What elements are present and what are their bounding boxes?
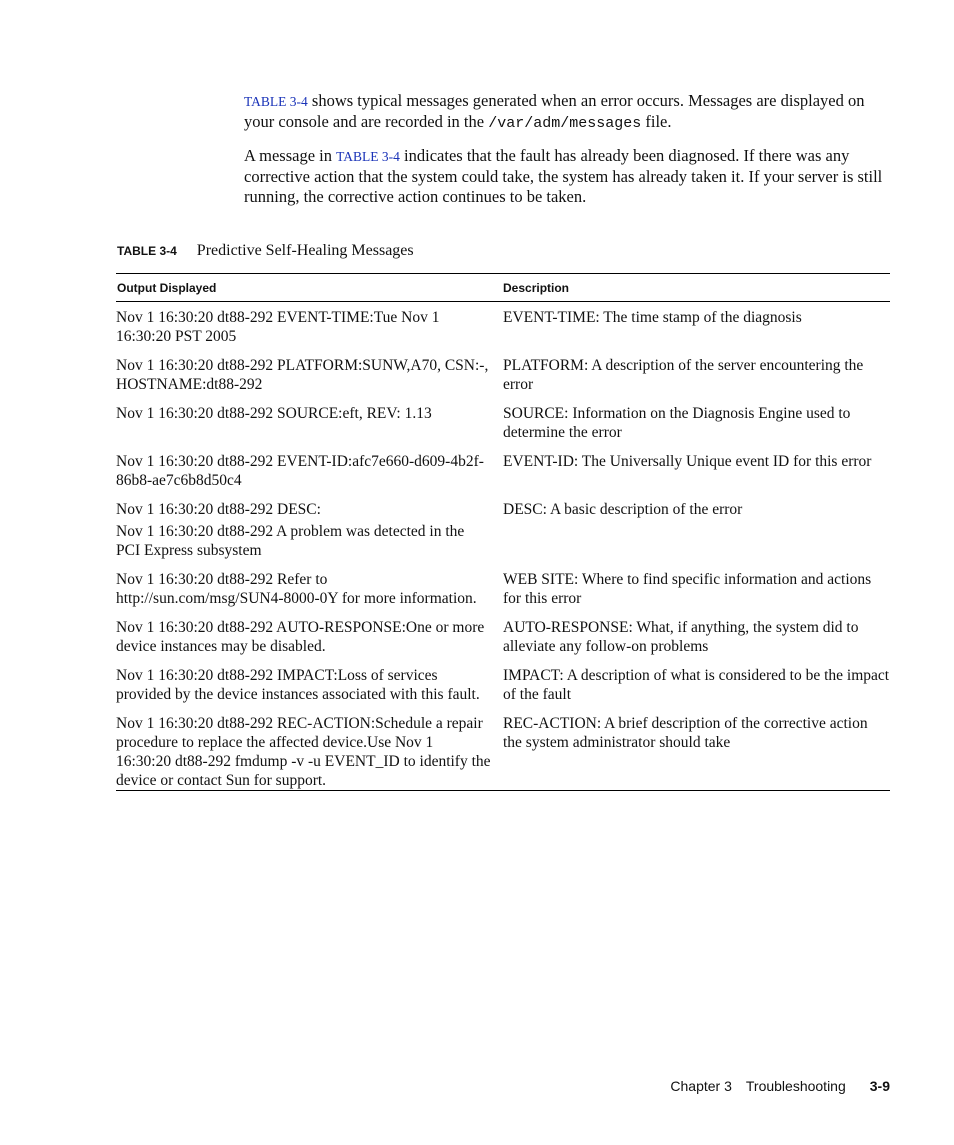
output-cell — [116, 714, 503, 790]
footer-section: Troubleshooting — [745, 1078, 846, 1094]
table-header-row — [116, 274, 890, 302]
intro-paragraph-2 — [244, 146, 896, 207]
intro-p2-text-a: A message in — [244, 146, 337, 165]
output-line: Nov 1 16:30:20 dt88-292 Refer to http://sun.com/msg/SUN4-8000-0Y for more information. — [116, 571, 477, 607]
description-cell: IMPACT: A description of what is considered to be the impact of the fault — [503, 667, 890, 703]
table-row — [116, 356, 890, 394]
messages-file-path: /var/adm/messages — [488, 115, 642, 132]
table-row — [116, 404, 890, 442]
page-footer — [656, 1078, 890, 1094]
table-row — [116, 452, 890, 490]
description-cell: DESC: A basic description of the error — [503, 501, 743, 518]
intro-paragraph-1 — [244, 91, 896, 134]
table-row — [116, 500, 890, 560]
table-row — [116, 666, 890, 704]
description-cell: SOURCE: Information on the Diagnosis Engine used to determine the error — [503, 405, 851, 441]
output-line: Nov 1 16:30:20 dt88-292 PLATFORM:SUNW,A70, CSN:-, HOSTNAME:dt88-292 — [116, 357, 489, 393]
description-cell: REC-ACTION: A brief description of the corrective action the system administrator should take — [503, 715, 868, 751]
output-line: Nov 1 16:30:20 dt88-292 DESC: — [116, 501, 321, 518]
output-cell — [116, 452, 503, 490]
output-cell — [116, 666, 503, 704]
output-line: Nov 1 16:30:20 dt88-292 EVENT-TIME:Tue Nov 1 16:30:20 PST 2005 — [116, 309, 440, 345]
output-line: Nov 1 16:30:20 dt88-292 EVENT-ID:afc7e660-d609-4b2f-86b8-ae7c6b8d50c4 — [116, 453, 484, 489]
output-cell — [116, 500, 503, 560]
output-line: Nov 1 16:30:20 dt88-292 AUTO-RESPONSE:One or more device instances may be disabled. — [116, 619, 485, 655]
table-caption-title: Predictive Self-Healing Messages — [196, 242, 414, 259]
output-cell — [116, 404, 503, 442]
header-output-displayed: Output Displayed — [117, 280, 217, 295]
footer-chapter: Chapter 3 — [670, 1078, 732, 1094]
description-cell: AUTO-RESPONSE: What, if anything, the system did to alleviate any follow-on problems — [503, 619, 859, 655]
table-body — [116, 302, 890, 790]
table-row — [116, 570, 890, 608]
output-cell — [116, 308, 503, 346]
table-row — [116, 714, 890, 790]
output-cell — [116, 618, 503, 656]
table-xref-link[interactable]: TABLE 3-4 — [336, 149, 400, 164]
table-caption — [117, 242, 414, 260]
table-row — [116, 618, 890, 656]
intro-p1-text-a: shows typical messages generated when an error occurs. Messages are displayed on your console and are recorded in the — [244, 91, 865, 131]
table-row — [116, 308, 890, 346]
intro-p1-text-b: file. — [641, 112, 672, 131]
description-cell: PLATFORM: A description of the server encountering the error — [503, 357, 864, 393]
header-description: Description — [503, 280, 570, 295]
output-cell — [116, 356, 503, 394]
output-cell — [116, 570, 503, 608]
output-line: Nov 1 16:30:20 dt88-292 SOURCE:eft, REV: 1.13 — [116, 405, 432, 422]
output-line: Nov 1 16:30:20 dt88-292 IMPACT:Loss of services provided by the device instances associated with this fault. — [116, 667, 480, 703]
table-xref-link[interactable]: TABLE 3-4 — [244, 94, 308, 109]
footer-page-number: 3-9 — [869, 1078, 890, 1094]
output-line: Nov 1 16:30:20 dt88-292 REC-ACTION:Schedule a repair procedure to replace the affected device.Use Nov 1 16:30:20 dt88-292 fmdump -v -u EVENT_ID to identify the device or contact Sun for support. — [116, 715, 491, 789]
intro-p2-text-b: indicates that the fault has already been diagnosed. If there was any corrective action that the system could take, the system has already taken it. If your server is still running, the corrective action continues to be taken. — [244, 146, 883, 206]
output-line: Nov 1 16:30:20 dt88-292 A problem was detected in the PCI Express subsystem — [116, 523, 465, 559]
table-caption-label: TABLE 3-4 — [117, 244, 177, 258]
description-cell: EVENT-ID: The Universally Unique event ID for this error — [503, 453, 872, 470]
messages-table — [116, 273, 890, 791]
description-cell: WEB SITE: Where to find specific information and actions for this error — [503, 571, 872, 607]
description-cell: EVENT-TIME: The time stamp of the diagnosis — [503, 309, 802, 326]
